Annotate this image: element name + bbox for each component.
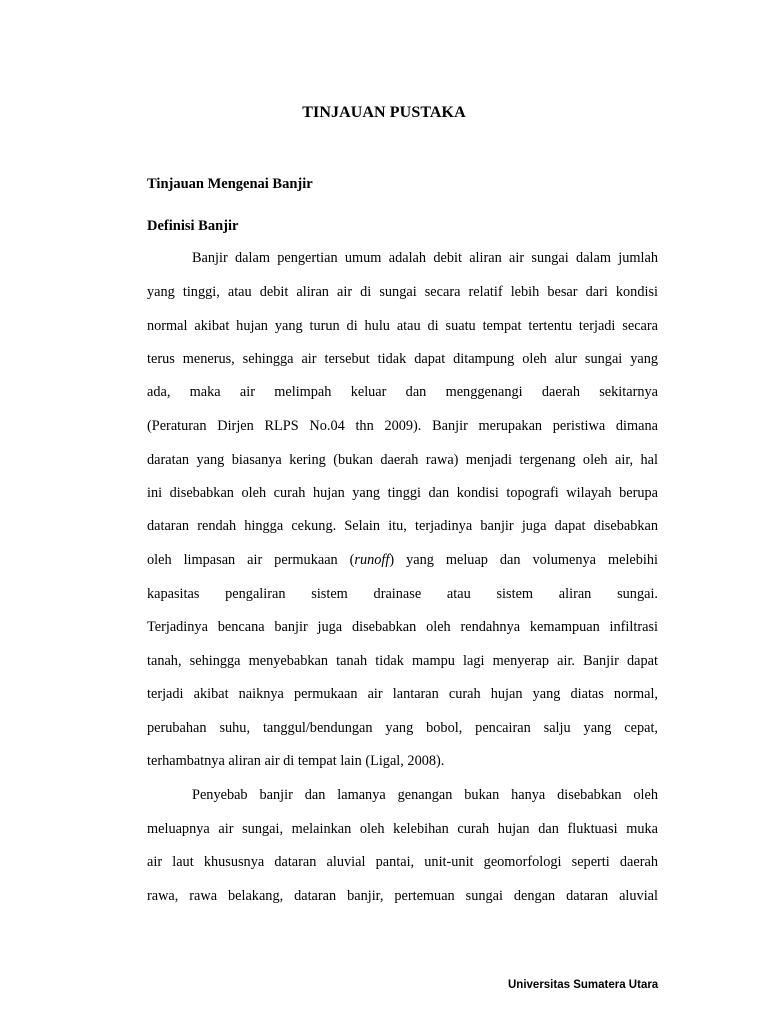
paragraph-line: (Peraturan Dirjen RLPS No.04 thn 2009). Banjir merupakan peristiwa dimana: [147, 418, 658, 434]
paragraph-line: terjadi akibat naiknya permukaan air lantaran curah hujan yang diatas normal,: [147, 686, 658, 702]
paragraph-line-runoff: [147, 552, 658, 569]
paragraph-line: daratan yang biasanya kering (bukan daerah rawa) menjadi tergenang oleh air, hal: [147, 452, 658, 468]
paragraph-line: rawa, rawa belakang, dataran banjir, pertemuan sungai dengan dataran aluvial: [147, 888, 658, 904]
page-title: TINJAUAN PUSTAKA: [302, 104, 466, 121]
paragraph-line: dataran rendah hingga cekung. Selain itu, terjadinya banjir juga dapat disebabkan: [147, 518, 658, 534]
runoff-before: oleh limpasan air permukaan (: [147, 552, 355, 568]
paragraph-line: ini disebabkan oleh curah hujan yang tinggi dan kondisi topografi wilayah berupa: [147, 485, 658, 501]
paragraph-line: perubahan suhu, tanggul/bendungan yang bobol, pencairan salju yang cepat,: [147, 720, 658, 736]
subsection-heading: Definisi Banjir: [147, 218, 239, 234]
paragraph-line: Banjir dalam pengertian umum adalah debit aliran air sungai dalam jumlah: [192, 250, 658, 266]
paragraph-line: Penyebab banjir dan lamanya genangan bukan hanya disebabkan oleh: [192, 787, 658, 803]
paragraph-line: terus menerus, sehingga air tersebut tidak dapat ditampung oleh alur sungai yang: [147, 351, 658, 367]
paragraph-line: tanah, sehingga menyebabkan tanah tidak mampu lagi menyerap air. Banjir dapat: [147, 653, 658, 669]
paragraph-line: normal akibat hujan yang turun di hulu atau di suatu tempat tertentu terjadi secara: [147, 318, 658, 334]
page-footer: Universitas Sumatera Utara: [508, 979, 659, 991]
runoff-term: runoff: [354, 552, 390, 568]
section-heading: Tinjauan Mengenai Banjir: [147, 176, 313, 192]
paragraph-line: meluapnya air sungai, melainkan oleh kelebihan curah hujan dan fluktuasi muka: [147, 821, 658, 837]
runoff-after: ) yang meluap dan volumenya melebihi: [389, 552, 658, 568]
paragraph-line: yang tinggi, atau debit aliran air di sungai secara relatif lebih besar dari kondisi: [147, 284, 658, 300]
paragraph-line: ada, maka air melimpah keluar dan menggenangi daerah sekitarnya: [147, 384, 658, 400]
paragraph-line: Terjadinya bencana banjir juga disebabkan oleh rendahnya kemampuan infiltrasi: [147, 619, 658, 635]
paragraph-line: terhambatnya aliran air di tempat lain (Ligal, 2008).: [147, 753, 445, 769]
paragraph-line: kapasitas pengaliran sistem drainase atau sistem aliran sungai.: [147, 586, 658, 602]
paragraph-line: air laut khususnya dataran aluvial pantai, unit-unit geomorfologi seperti daerah: [147, 854, 658, 870]
